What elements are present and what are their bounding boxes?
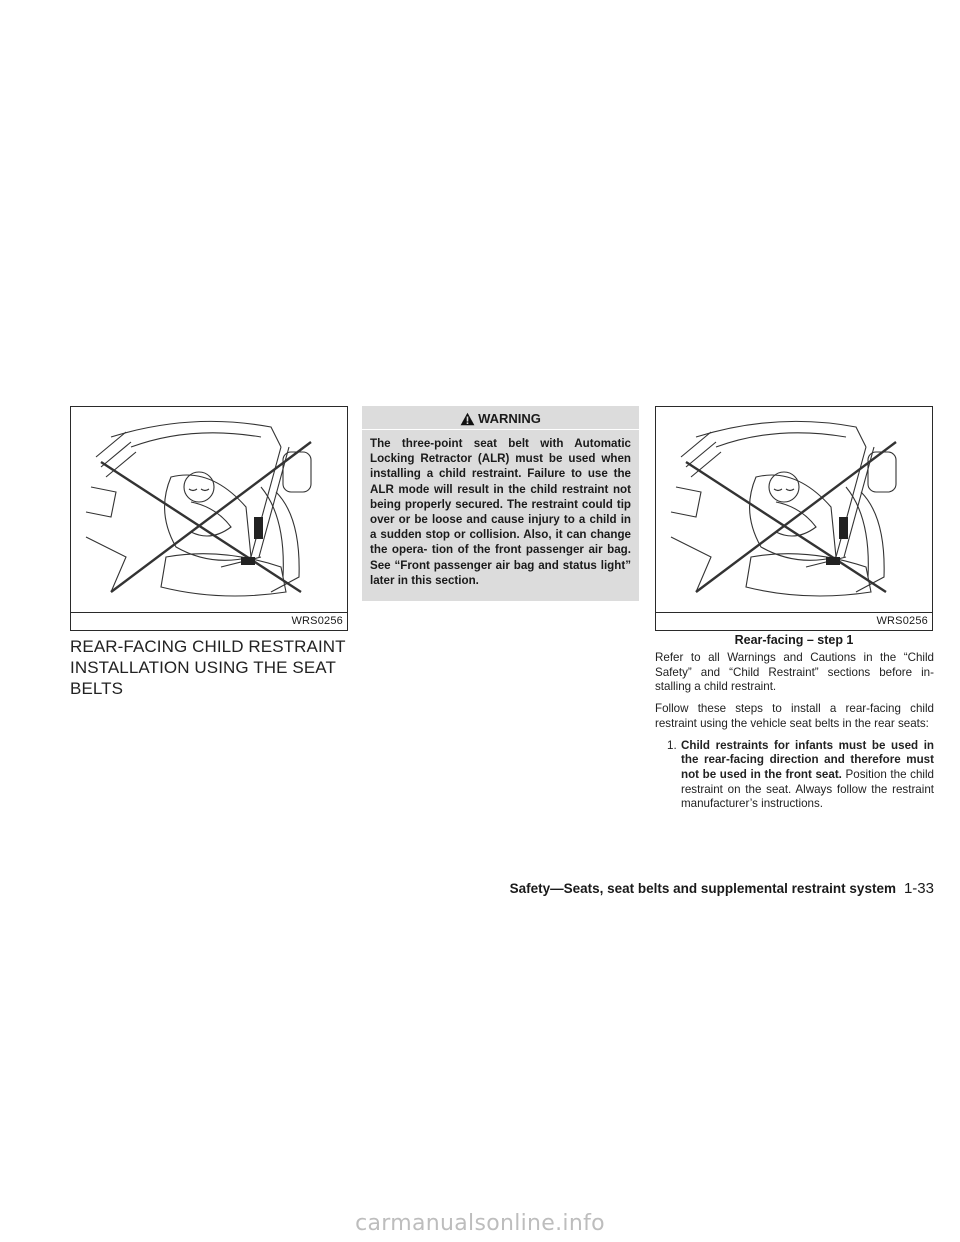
page-number: 1-33 bbox=[903, 880, 934, 897]
warning-box bbox=[362, 406, 639, 601]
figure-rear-facing-prohibited-left bbox=[70, 406, 348, 631]
figure-code: WRS0256 bbox=[71, 612, 347, 630]
watermark-link[interactable]: carmanualsonline.info bbox=[355, 1211, 605, 1236]
chapter-title: Safety—Seats, seat belts and supplemental restraint system bbox=[509, 881, 896, 896]
body-paragraph: Refer to all Warnings and Cautions in the “Child Safety” and “Child Restraint” sections before in- stalling a child restraint. bbox=[655, 651, 934, 694]
step-text bbox=[681, 739, 934, 813]
warning-text: The three-point seat belt with Automatic Locking Retractor (ALR) must be used when installing a child restraint. Failure to use the ALR mode will result in the child restraint not being properly secured. The restraint could tip over or be loose and cause injury to a child in a sudden stop or collision. Also, it can change the opera- tion of the front passenger air bag. See “Front passenger air bag and status light” later in this section. bbox=[370, 437, 631, 587]
step-bold-text: Child restraints for infants must be used in the rear-facing direction and therefore must not be used in the front seat. bbox=[681, 738, 934, 781]
body-text-column bbox=[655, 651, 934, 812]
figure-code: WRS0256 bbox=[656, 612, 932, 630]
rear-facing-seat-illustration bbox=[71, 407, 347, 612]
step-number: 1. bbox=[667, 738, 677, 752]
page-footer bbox=[0, 880, 934, 897]
rear-facing-seat-illustration bbox=[656, 407, 932, 612]
warning-triangle-icon bbox=[460, 412, 475, 426]
body-paragraph: Follow these steps to install a rear-facing child restraint using the vehicle seat belts in the rear seats: bbox=[655, 702, 934, 730]
figure-rear-facing-step1 bbox=[655, 406, 933, 631]
warning-heading bbox=[362, 406, 639, 430]
step-plain-text: Position the child restraint on the seat. Always follow the restraint manufacturer’s instructions. bbox=[681, 767, 934, 811]
figure-caption: Rear-facing – step 1 bbox=[734, 633, 854, 647]
section-title: REAR-FACING CHILD RESTRAINT INSTALLATION USING THE SEAT BELTS bbox=[70, 637, 346, 698]
step-item bbox=[667, 739, 934, 813]
warning-heading-text: WARNING bbox=[478, 411, 541, 426]
